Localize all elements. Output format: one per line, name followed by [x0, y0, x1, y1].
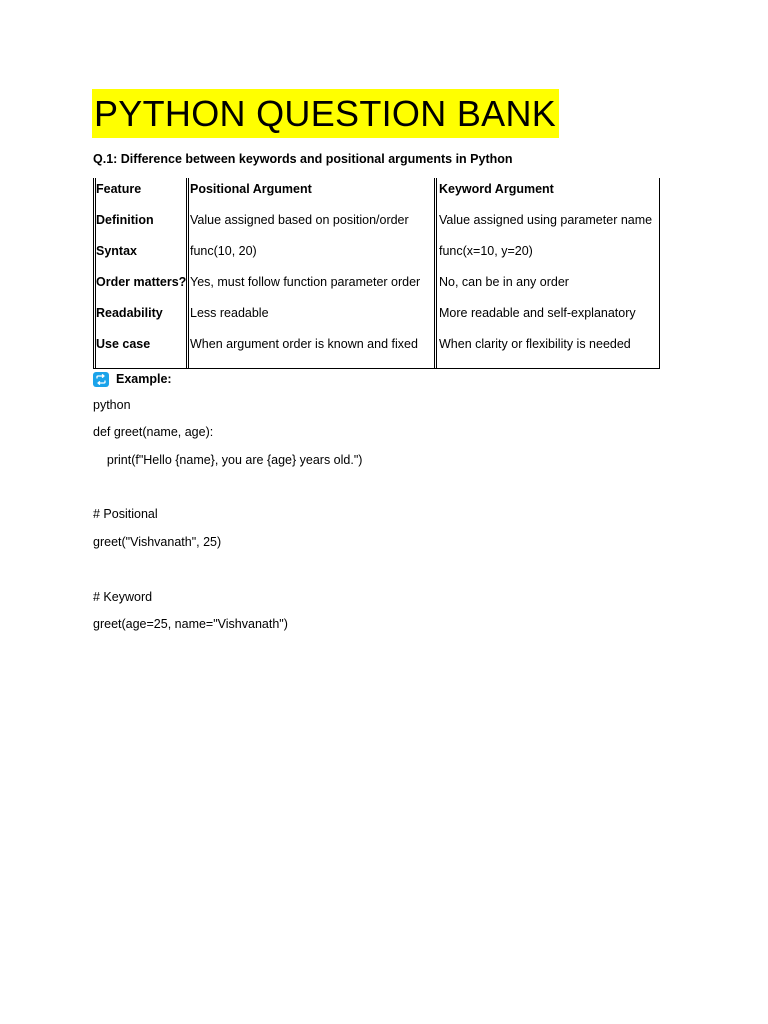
table-row	[93, 240, 659, 271]
table-header-cell: Keyword Argument	[439, 182, 554, 196]
table-header-cell: Positional Argument	[190, 182, 312, 196]
table-header-cell: Feature	[96, 182, 142, 196]
table-row	[93, 271, 659, 302]
table-cell: Value assigned based on position/order	[190, 213, 409, 227]
code-language-label: python	[93, 398, 131, 412]
code-line: print(f"Hello {name}, you are {age} years old.")	[93, 453, 363, 467]
code-line: def greet(name, age):	[93, 425, 214, 439]
table-cell: When argument order is known and fixed	[190, 337, 418, 351]
code-line: # Keyword	[93, 590, 153, 604]
repeat-icon	[93, 372, 109, 387]
table-cell: Yes, must follow function parameter order	[190, 275, 421, 289]
table-cell: Syntax	[96, 244, 137, 258]
table-row	[93, 209, 659, 240]
example-heading	[93, 370, 172, 388]
page-title: PYTHON QUESTION BANK	[92, 89, 559, 138]
example-label: Example:	[116, 372, 172, 386]
table-cell: Order matters?	[96, 275, 187, 289]
table-cell: Less readable	[190, 306, 269, 320]
table-cell: More readable and self-explanatory	[439, 306, 636, 320]
code-line: # Positional	[93, 507, 158, 521]
table-cell: func(10, 20)	[190, 244, 257, 258]
table-row	[93, 333, 659, 364]
table-row	[93, 302, 659, 333]
comparison-table	[93, 178, 660, 369]
table-cell: No, can be in any order	[439, 275, 569, 289]
table-cell: When clarity or flexibility is needed	[439, 337, 631, 351]
code-line: greet("Vishvanath", 25)	[93, 535, 222, 549]
table-cell: Definition	[96, 213, 154, 227]
code-line: greet(age=25, name="Vishvanath")	[93, 617, 288, 631]
table-cell: Use case	[96, 337, 151, 351]
table-cell: Value assigned using parameter name	[439, 213, 653, 227]
table-cell: Readability	[96, 306, 163, 320]
table-header-row	[93, 178, 659, 209]
table-cell: func(x=10, y=20)	[439, 244, 533, 258]
question-heading: Q.1: Difference between keywords and positional arguments in Python	[93, 152, 513, 166]
